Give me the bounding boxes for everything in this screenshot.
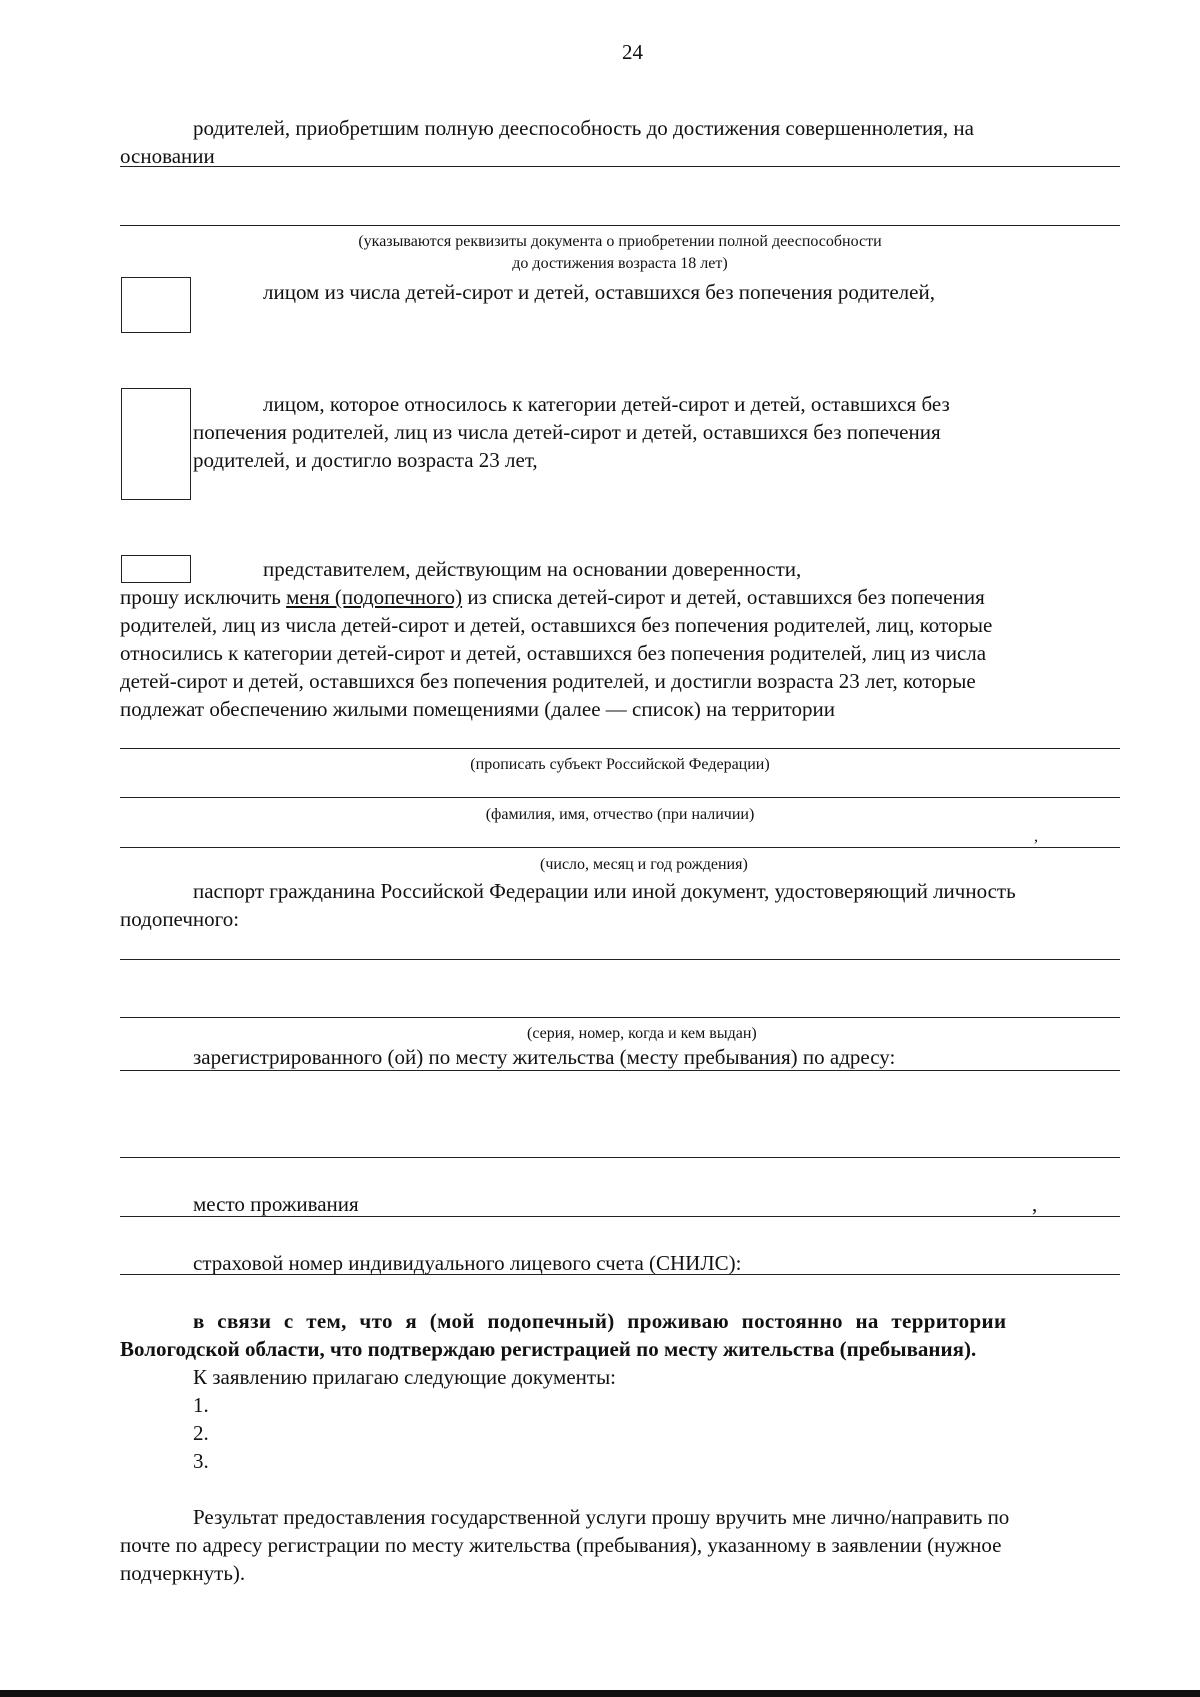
checkbox-age23[interactable] <box>121 388 191 500</box>
passport-caption: (серия, номер, когда и кем выдан) <box>527 1025 757 1042</box>
request-line-1 <box>120 583 985 611</box>
passport-field-line-2[interactable] <box>120 1017 1120 1018</box>
fio-caption: (фамилия, имя, отчество (при наличии) <box>485 806 755 823</box>
attachments-heading: К заявлению прилагаю следующие документы: <box>193 1365 617 1389</box>
checkbox-representative[interactable] <box>121 555 191 583</box>
result-line-2: почте по адресу регистрации по месту жительства (пребывания), указанному в заявлении (нужное <box>120 1533 1002 1557</box>
result-line-1: Результат предоставления государственной услуги прошу вручить мне лично/направить по <box>193 1505 1010 1529</box>
continuation-line-2: основании <box>120 144 215 168</box>
attachment-item-1: 1. <box>193 1393 209 1417</box>
basis-line-1[interactable] <box>120 166 1120 167</box>
subject-field-line[interactable] <box>120 748 1120 749</box>
request-line-1-underlined: меня (подопечного) <box>286 585 463 609</box>
attachment-item-3: 3. <box>193 1449 209 1473</box>
birth-field-line[interactable] <box>120 847 1120 848</box>
registered-address-label: зарегистрированного (ой) по месту жительства (месту пребывания) по адресу: <box>193 1045 896 1069</box>
passport-line-1: паспорт гражданина Российской Федерации или иной документ, удостоверяющий личность <box>193 879 1016 903</box>
request-line-3: относились к категории детей-сирот и детей, оставшихся без попечения родителей, лиц из числа <box>120 641 987 665</box>
basis-line-2[interactable] <box>120 225 1120 226</box>
scan-bottom-edge <box>0 1690 1200 1697</box>
basis-caption-1: (указываются реквизиты документа о приобретении полной дееспособности <box>358 233 882 250</box>
registered-address-line-1[interactable] <box>120 1070 1120 1071</box>
basis-caption-2: до достижения возраста 18 лет) <box>512 255 728 272</box>
birth-caption: (число, месяц и год рождения) <box>540 856 748 873</box>
page-number: 24 <box>622 40 643 64</box>
request-line-1-start: прошу исключить <box>120 585 287 609</box>
passport-field-line-1[interactable] <box>120 959 1120 960</box>
fio-comma: , <box>1034 828 1038 845</box>
residence-field-line[interactable] <box>120 1216 1120 1217</box>
reason-line-2: Вологодской области, что подтверждаю регистрацией по месту жительства (пребывания). <box>120 1337 977 1361</box>
result-line-3: подчеркнуть). <box>120 1561 246 1585</box>
reason-line-1: в связи с тем, что я (мой подопечный) проживаю постоянно на территории <box>193 1309 1007 1333</box>
passport-line-2: подопечного: <box>120 907 240 931</box>
attachment-item-2: 2. <box>193 1421 209 1445</box>
request-line-1-end: из списка детей-сирот и детей, оставшихся без попечения <box>462 585 985 609</box>
residence-label: место проживания <box>193 1192 359 1216</box>
option-age23-line-1: лицом, которое относилось к категории детей-сирот и детей, оставшихся без <box>263 392 950 416</box>
option-representative-text: представителем, действующим на основании доверенности, <box>263 557 802 581</box>
request-line-4: детей-сирот и детей, оставшихся без попечения родителей, и достигли возраста 23 лет, которые <box>120 669 976 693</box>
continuation-line-1: родителей, приобретшим полную дееспособность до достижения совершеннолетия, на <box>193 116 974 140</box>
registered-address-line-2[interactable] <box>120 1157 1120 1158</box>
request-line-2: родителей, лиц из числа детей-сирот и детей, оставшихся без попечения родителей, лиц, которые <box>120 613 993 637</box>
request-line-5: подлежат обеспечению жилыми помещениями (далее — список) на территории <box>120 697 835 721</box>
snils-label: страховой номер индивидуального лицевого счета (СНИЛС): <box>193 1251 742 1275</box>
snils-field-line[interactable] <box>120 1274 1120 1275</box>
checkbox-orphan[interactable] <box>121 277 191 333</box>
option-orphan-text: лицом из числа детей-сирот и детей, оставшихся без попечения родителей, <box>263 280 935 304</box>
residence-comma: , <box>1032 1192 1038 1216</box>
option-age23-line-3: родителей, и достигло возраста 23 лет, <box>193 448 538 472</box>
fio-field-line[interactable] <box>120 797 1120 798</box>
subject-caption: (прописать субъект Российской Федерации) <box>470 756 770 773</box>
option-age23-line-2: попечения родителей, лиц из числа детей-сирот и детей, оставшихся без попечения <box>193 420 941 444</box>
